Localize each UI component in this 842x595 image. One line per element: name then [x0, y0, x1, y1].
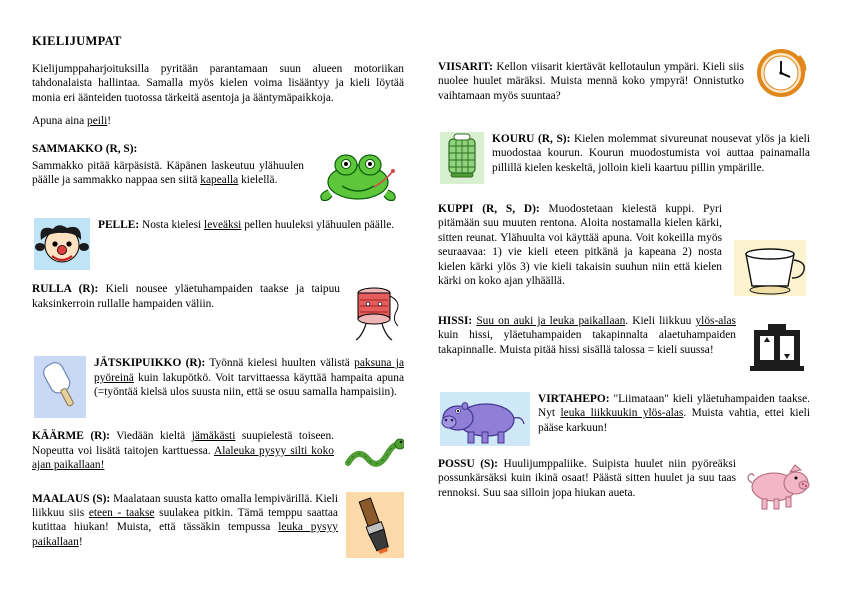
snake-icon [342, 429, 404, 473]
entry-jatskipuikko [32, 356, 404, 420]
clown-icon [34, 218, 90, 270]
pig-icon [744, 461, 810, 511]
elevator-icon [744, 320, 810, 376]
entry-virtahepo-text: VIRTAHEPO: "Liimataan" kieli yläetuhampaiden taakse. Nyt leuka liikkuukin ylös-alas. Muista vahtia, ettei kieli pääse karkuun! [538, 393, 810, 434]
entry-viisarit-text: VIISARIT: Kellon viisarit kiertävät kellotaulun ympäri. Kieli siis nuolee huulet märäksi. Muista mennä koko ympyrä! Onnistutko vaihtamaan myös suuntaa? [438, 61, 744, 102]
entry-kouru [438, 132, 810, 186]
left-column [32, 34, 404, 575]
entry-sammakko [32, 142, 404, 206]
entry-pelle-text: PELLE: Nosta kielesi leveäksi pellen huuleksi ylähuulen päälle. [98, 219, 395, 232]
clock-icon [752, 44, 810, 102]
entry-viisarit [438, 60, 810, 112]
right-column [438, 34, 810, 575]
entry-hissi [438, 314, 810, 378]
entry-rulla [32, 282, 404, 346]
entry-kaarme [32, 429, 404, 481]
entry-virtahepo [438, 392, 810, 448]
intro-note-prefix: Apuna aina [32, 115, 88, 128]
hippo-icon [440, 392, 530, 446]
thread-spool-icon [348, 282, 404, 344]
intro-paragraph: Kielijumppaharjoituksilla pyritään parantamaan suun alueen motoriikan tahdonalaista hallintaa. Samalla myös kielen voima lisääntyy ja kieli löytää monia eri äänteiden tuotossa tärkeitä asentoja ja ääntymäpaikkoja. [32, 63, 404, 104]
intro-note-suffix: ! [107, 115, 112, 128]
two-column-layout [32, 34, 812, 575]
frog-icon [312, 146, 404, 204]
page-title: KIELIJUMPAT [32, 34, 122, 48]
entry-kuppi-text: KUPPI (R, S, D): Muodostetaan kielestä kuppi. Pyri pitämään suu muuten rentona. Aloita nostamalla kielen kärki, sitten reunat. Ylähuulta voi käyttää apuna. Voit kokeilla myös seuraavaa: 1) vie kieli eteen pitkänä ja kapeana 2) nosta kielen kärki ylös 3) vie kieli takaisin suuhun niin että kielen kärki on koko ajan ylhäällä. [438, 203, 722, 287]
ice-cream-bar-icon [34, 356, 86, 418]
entry-kouru-text: KOURU (R, S): Kielen molemmat sivureunat nousevat ylös ja kieli muodostaa kourun. Kourun muodostumista voi auttaa painamalla pillillä kielen keskeltä, jolloin kieli kaartuu pillin ympärille. [492, 133, 810, 174]
entry-pelle [32, 218, 404, 272]
grater-icon [440, 132, 484, 184]
entry-rulla-text: RULLA (R): Kieli nousee yläetuhampaiden taakse ja taipuu kaksinkerroin rullalle hampaiden väliin. [32, 283, 340, 310]
entry-possu [438, 457, 810, 513]
entry-hissi-text: HISSI: Suu on auki ja leuka paikallaan. Kieli liikkuu ylös-alas kuin hissi, yläetuhampaiden takapinnalta alaetuhampaiden takapinnalle. Muista pitää hissi sisällä talossa = kieli suussa! [438, 315, 736, 356]
entry-possu-text: POSSU (S): Huulijumppaliike. Suipista huulet niin pyöreäksi possunkärsäksi kuin ikinä osaat! Päästä sitten huulet ja suu taas rennoksi. Suu saa silloin jopa hiukan aueta. [438, 458, 736, 499]
entry-maalaus-text: MAALAUS (S): Maalataan suusta katto omalla lempivärillä. Kieli liikkuu siis eteen - taakse suulakea pitkin. Tämä temppu saattaa kutittaa hiukan! Muista, että tässäkin tempussa leuka pysyy paikallaan! [32, 492, 339, 548]
entry-sammakko-text: Sammakko pitää kärpäsistä. Käpänen laskeutuu ylähuulen päälle ja sammakko nappaa sen siitä kapealla kielellä. [32, 159, 304, 187]
intro-note-underlined: peili [87, 115, 108, 128]
entry-kuppi [438, 202, 810, 304]
entry-maalaus [32, 492, 404, 560]
paintbrush-icon [346, 492, 404, 558]
intro-note [32, 114, 404, 128]
entry-kaarme-text: KÄÄRME (R): Viedään kieltä jämäkästi suupielestä toiseen. Nopeutta voi lisätä taitojen karttuessa. Alaleuka pysyy silti koko ajan paikallaan! [32, 430, 335, 472]
entry-sammakko-term: SAMMAKKO (R, S): [32, 143, 138, 156]
cup-icon [730, 232, 810, 302]
entry-jatskipuikko-text: JÄTSKIPUIKKO (R): Työnnä kielesi huulten välistä paksuna ja pyöreinä kuin lakupötkö. Voit tarvittaessa käyttää hampaita apuna (=työntää kielsä ulos suusta niin, että se osuu samalla hampaisiin). [94, 357, 404, 399]
